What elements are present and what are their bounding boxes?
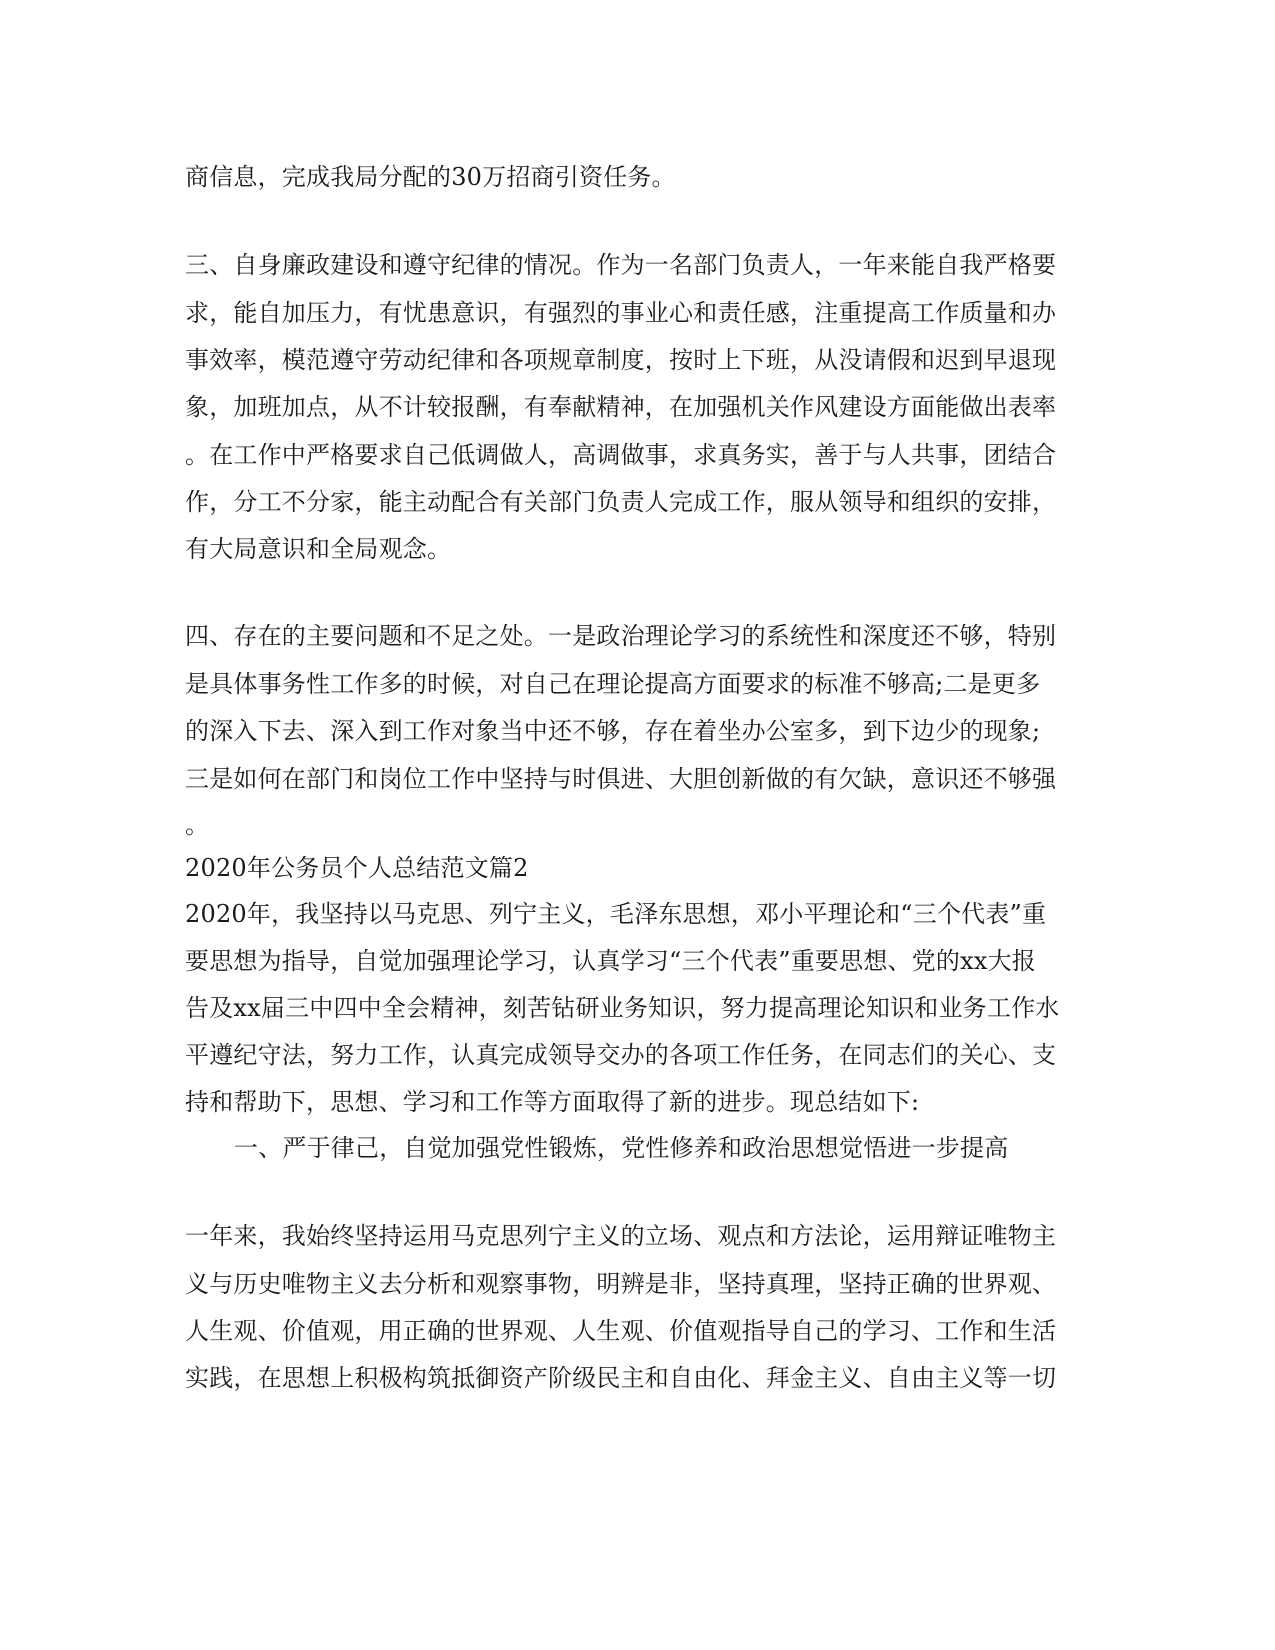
intro-paragraph-line: 告及xx届三中四中全会精神，刻苦钻研业务知识，努力提高理论知识和业务工作水	[185, 994, 1060, 1022]
intro-paragraph-line: 要思想为指导，自觉加强理论学习，认真学习“三个代表”重要思想、党的xx大报	[185, 947, 1037, 975]
text-line: 商信息，完成我局分配的30万招商引资任务。	[185, 163, 676, 191]
section-3-paragraph-line: 作，分工不分家，能主动配合有关部门负责人完成工作，服从领导和组织的安排，	[185, 488, 1057, 516]
body-paragraph-line: 一年来，我始终坚持运用马克思列宁主义的立场、观点和方法论，运用辩证唯物主	[185, 1222, 1057, 1250]
body-paragraph-line: 人生观、价值观，用正确的世界观、人生观、价值观指导自己的学习、工作和生活	[185, 1317, 1057, 1345]
section-4-paragraph-line: 四、存在的主要问题和不足之处。一是政治理论学习的系统性和深度还不够，特别	[185, 622, 1057, 650]
section-3-paragraph-line: 有大局意识和全局观念。	[185, 535, 452, 563]
section-4-paragraph-line: 三是如何在部门和岗位工作中坚持与时俱进、大胆创新做的有欠缺，意识还不够强	[185, 765, 1057, 793]
article-title: 2020年公务员个人总结范文篇2	[185, 854, 529, 882]
section-4-paragraph-line: 是具体事务性工作多的时候，对自己在理论提高方面要求的标准不够高;二是更多	[185, 670, 1041, 698]
intro-paragraph-line: 2020年，我坚持以马克思、列宁主义，毛泽东思想，邓小平理论和“三个代表”重	[185, 900, 1047, 928]
section-heading: 一、严于律己，自觉加强党性锻炼，党性修养和政治思想觉悟进一步提高	[234, 1134, 1009, 1162]
body-paragraph-line: 义与历史唯物主义去分析和观察事物，明辨是非，坚持真理，坚持正确的世界观、	[185, 1270, 1057, 1298]
intro-paragraph-line: 持和帮助下，思想、学习和工作等方面取得了新的进步。现总结如下:	[185, 1088, 920, 1116]
section-3-paragraph-line: 象，加班加点，从不计较报酬，有奉献精神，在加强机关作风建设方面能做出表率	[185, 393, 1057, 421]
section-3-paragraph-line: 求，能自加压力，有忧患意识，有强烈的事业心和责任感，注重提高工作质量和办	[185, 299, 1057, 327]
section-4-paragraph-line: 的深入下去、深入到工作对象当中还不够，存在着坐办公室多，到下边少的现象;	[185, 717, 1041, 745]
section-3-paragraph-line: 。在工作中严格要求自己低调做人，高调做事，求真务实，善于与人共事，团结合	[185, 441, 1057, 469]
body-paragraph-line: 实践，在思想上积极构筑抵御资产阶级民主和自由化、拜金主义、自由主义等一切	[185, 1364, 1057, 1392]
section-3-paragraph-line: 事效率，模范遵守劳动纪律和各项规章制度，按时上下班，从没请假和迟到早退现	[185, 346, 1057, 374]
section-4-paragraph-line: 。	[185, 811, 210, 839]
section-3-paragraph-line: 三、自身廉政建设和遵守纪律的情况。作为一名部门负责人，一年来能自我严格要	[185, 251, 1057, 279]
intro-paragraph-line: 平遵纪守法，努力工作，认真完成领导交办的各项工作任务，在同志们的关心、支	[185, 1041, 1057, 1069]
